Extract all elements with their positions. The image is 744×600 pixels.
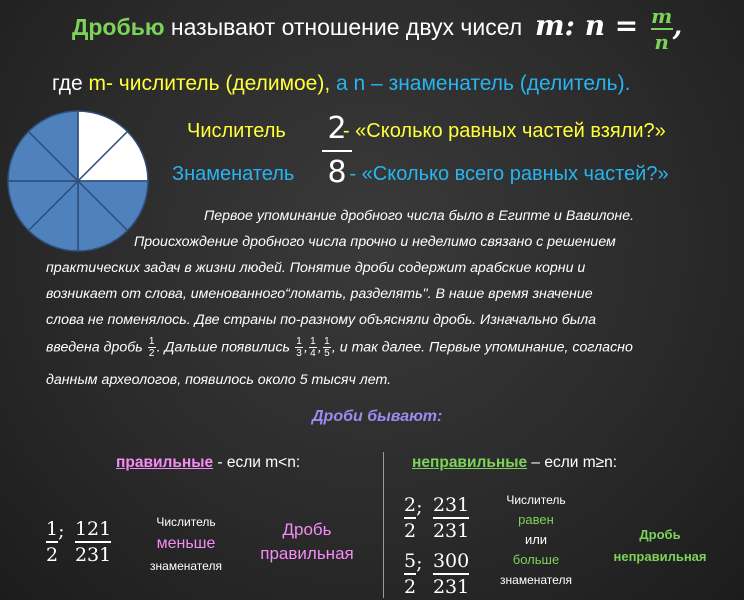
improper-result-1: Дробь bbox=[639, 527, 681, 542]
history-line-2: Происхождение дробного числа прочно и неделимо связано с решением bbox=[134, 234, 616, 250]
fraction-bar bbox=[404, 573, 416, 575]
history-line-7: данным археологов, появилось около 5 тысяч лет. bbox=[46, 372, 392, 388]
history-line-1: Первое упоминание дробного числа было в Египте и Вавилоне. bbox=[204, 208, 635, 224]
improper-label-greater: больше bbox=[512, 552, 560, 567]
fraction-num: 1 bbox=[324, 336, 330, 347]
fraction-den: 3 bbox=[296, 348, 302, 359]
improper-heading-rest: – если m≥n: bbox=[527, 454, 618, 471]
title-fraction-num: m bbox=[651, 3, 673, 28]
fraction-num: 231 bbox=[432, 494, 470, 516]
example-fraction bbox=[322, 112, 352, 190]
pie-diagram bbox=[4, 107, 152, 255]
history-line-4: возникает от слова, именованного“ломать, разделять". В наше время значение bbox=[46, 286, 593, 302]
proper-label-less: меньше bbox=[156, 535, 216, 552]
fraction-num: 1 bbox=[296, 336, 302, 347]
proper-explanation bbox=[136, 512, 236, 576]
improper-example-2 bbox=[404, 550, 469, 598]
history-line-3: практических задач в жизни людей. Понятие дроби содержит арабские корни и bbox=[46, 260, 586, 276]
improper-heading-word: неправильные bbox=[412, 454, 528, 471]
fraction-one-third bbox=[295, 336, 303, 359]
fraction-one-half bbox=[148, 336, 156, 359]
denominator-line bbox=[172, 163, 669, 186]
fraction-separator: , bbox=[331, 339, 336, 356]
types-heading: Дроби бывают: bbox=[312, 408, 443, 425]
fraction-num: 2 bbox=[404, 494, 417, 516]
fraction-num: 1 bbox=[46, 518, 59, 540]
title-rest: называют отношение двух чисел bbox=[164, 14, 523, 40]
definition-a: а bbox=[336, 72, 354, 95]
history-line-6 bbox=[46, 336, 633, 359]
definition-n: n – знаменатель (делитель). bbox=[353, 72, 631, 95]
fraction-den: 231 bbox=[432, 575, 470, 598]
improper-fraction-4 bbox=[433, 550, 469, 598]
fraction-num: 1 bbox=[148, 336, 155, 347]
history-line-5: слова не поменялось. Две страны по-разному объясняли дробь. Изначально была bbox=[46, 312, 597, 328]
title-line bbox=[72, 4, 682, 53]
history-line-6c: и так далее. Первые упоминание, согласно bbox=[339, 339, 633, 356]
proper-heading-word: правильные bbox=[116, 454, 214, 471]
improper-fraction-1 bbox=[404, 494, 416, 542]
title-fraction-den: n bbox=[654, 29, 669, 54]
example-fraction-num: 2 bbox=[327, 111, 347, 146]
proper-heading-rest: - если m<n: bbox=[213, 454, 301, 471]
fraction-one-fifth bbox=[323, 336, 331, 359]
improper-heading bbox=[412, 454, 617, 472]
fraction-bar bbox=[322, 150, 352, 152]
fraction-den: 2 bbox=[148, 348, 155, 359]
improper-fraction-2 bbox=[433, 494, 469, 542]
definition-m: m- числитель (делимое), bbox=[88, 72, 337, 95]
title-word: Дробью bbox=[72, 14, 165, 40]
proper-fraction-2 bbox=[75, 518, 111, 566]
fraction-bar bbox=[433, 517, 469, 519]
definition-prefix: где bbox=[52, 72, 89, 95]
column-divider bbox=[383, 452, 384, 598]
fraction-den: 2 bbox=[46, 543, 59, 566]
fraction-den: 231 bbox=[74, 543, 112, 566]
proper-fraction-1 bbox=[46, 518, 58, 566]
fraction-separator: , bbox=[317, 339, 322, 356]
fraction-num: 5 bbox=[404, 550, 417, 572]
proper-label-denominator: знаменателя bbox=[150, 559, 222, 573]
fraction-num: 121 bbox=[74, 518, 112, 540]
fraction-num: 300 bbox=[432, 550, 470, 572]
title-fraction bbox=[651, 5, 673, 53]
improper-label-denominator: знаменателя bbox=[500, 573, 572, 587]
improper-label-numerator: Числитель bbox=[506, 493, 566, 507]
history-line-6b: . Дальше появились bbox=[156, 339, 291, 356]
fraction-den: 5 bbox=[324, 348, 330, 359]
fraction-bar bbox=[433, 573, 469, 575]
fraction-one-quarter bbox=[309, 336, 317, 359]
improper-result bbox=[596, 524, 724, 568]
title-expression: m: n = bbox=[534, 9, 639, 42]
improper-fraction-3 bbox=[404, 550, 416, 598]
history-line-6a: введена дробь bbox=[46, 339, 143, 356]
title-comma: , bbox=[672, 9, 683, 42]
fraction-den: 2 bbox=[404, 575, 417, 598]
denominator-label: Знаменатель bbox=[172, 163, 295, 185]
proper-example bbox=[46, 518, 111, 566]
fraction-bar bbox=[404, 517, 416, 519]
improper-example-1 bbox=[404, 494, 469, 542]
example-fraction-den: 8 bbox=[327, 155, 347, 190]
numerator-label: Числитель bbox=[187, 120, 286, 142]
definition-line bbox=[52, 72, 630, 96]
fraction-den: 231 bbox=[432, 519, 470, 542]
numerator-line bbox=[187, 120, 666, 143]
fraction-separator: ; bbox=[416, 495, 423, 518]
denominator-question: - «Сколько всего равных частей?» bbox=[349, 163, 669, 185]
fraction-bar bbox=[75, 541, 111, 543]
fraction-separator: ; bbox=[416, 551, 423, 574]
proper-result-1: Дробь bbox=[282, 520, 332, 539]
improper-label-equal: равен bbox=[518, 512, 554, 527]
proper-label-numerator: Числитель bbox=[156, 515, 216, 529]
fraction-separator: ; bbox=[58, 519, 65, 542]
fraction-bar bbox=[46, 541, 58, 543]
improper-result-2: неправильная bbox=[613, 549, 707, 564]
improper-label-or: или bbox=[524, 532, 548, 547]
proper-heading bbox=[116, 454, 300, 472]
numerator-question: - «Сколько равных частей взяли?» bbox=[342, 120, 666, 142]
proper-result bbox=[248, 518, 366, 566]
fraction-den: 2 bbox=[404, 519, 417, 542]
proper-result-2: правильная bbox=[260, 544, 354, 563]
fraction-den: 4 bbox=[310, 348, 316, 359]
improper-explanation bbox=[486, 490, 586, 590]
fraction-num: 1 bbox=[310, 336, 316, 347]
fraction-separator: , bbox=[303, 339, 308, 356]
